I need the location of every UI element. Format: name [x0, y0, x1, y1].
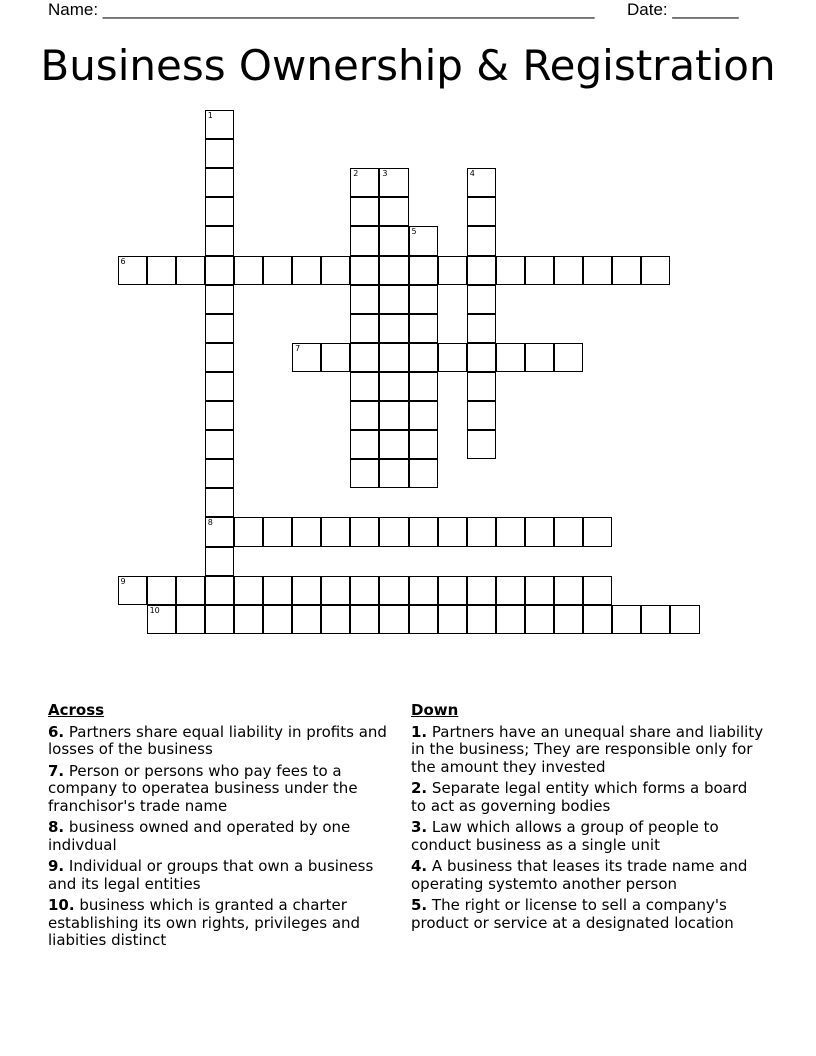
cell-number: 8 [207, 518, 213, 528]
clue-number: 8. [48, 818, 65, 836]
cell-number: 10 [149, 605, 160, 615]
grid-cell[interactable] [554, 256, 583, 285]
grid-cell[interactable] [292, 343, 321, 372]
grid-cell[interactable] [379, 430, 408, 459]
clue-across-7 [48, 763, 393, 816]
grid-cell[interactable] [350, 226, 379, 255]
grid-cell[interactable] [147, 256, 176, 285]
grid-cell[interactable] [467, 168, 496, 197]
grid-cell[interactable] [525, 256, 554, 285]
name-field-label: Name: ____________________________________________________ [48, 0, 595, 19]
grid-cell[interactable] [176, 576, 205, 605]
grid-cell[interactable] [467, 401, 496, 430]
grid-cell[interactable] [263, 517, 292, 546]
grid-cell[interactable] [205, 372, 234, 401]
clue-down-1 [411, 724, 766, 777]
grid-cell[interactable] [409, 314, 438, 343]
clue-text: Partners have an unequal share and liability in the business; They are responsible only for the amount they invested [411, 722, 764, 776]
clue-number: 6. [48, 722, 65, 741]
grid-cell[interactable] [409, 343, 438, 372]
grid-cell[interactable] [467, 517, 496, 546]
grid-cell[interactable] [379, 285, 408, 314]
clue-number: 9. [48, 857, 65, 875]
clue-text: Separate legal entity which forms a board to act as governing bodies [411, 779, 748, 815]
grid-cell[interactable] [641, 256, 670, 285]
grid-cell[interactable] [205, 226, 234, 255]
grid-cell[interactable] [379, 226, 408, 255]
grid-cell[interactable] [350, 197, 379, 226]
cell-number: 1 [207, 111, 213, 120]
clue-across-6 [48, 724, 393, 759]
grid-cell[interactable] [409, 256, 438, 285]
grid-cell[interactable] [670, 605, 699, 634]
grid-cell[interactable] [467, 430, 496, 459]
grid-cell[interactable] [379, 401, 408, 430]
grid-cell[interactable] [467, 256, 496, 285]
grid-cell[interactable] [467, 372, 496, 401]
grid-cell[interactable] [554, 605, 583, 634]
grid-cell[interactable] [147, 605, 176, 634]
grid-cell[interactable] [496, 605, 525, 634]
grid-cell[interactable] [409, 517, 438, 546]
grid-cell[interactable] [292, 517, 321, 546]
grid-cell[interactable] [234, 605, 263, 634]
grid-cell[interactable] [263, 256, 292, 285]
grid-cell[interactable] [350, 605, 379, 634]
grid-cell[interactable] [147, 576, 176, 605]
date-field-label: Date: _______ [627, 0, 739, 19]
grid-cell[interactable] [292, 576, 321, 605]
grid-cell[interactable] [205, 547, 234, 576]
clue-number: 4. [411, 857, 428, 875]
grid-cell[interactable] [496, 576, 525, 605]
grid-cell[interactable] [176, 605, 205, 634]
grid-cell[interactable] [205, 256, 234, 285]
clue-number: 5. [411, 896, 428, 914]
grid-cell[interactable] [467, 285, 496, 314]
grid-cell[interactable] [350, 168, 379, 197]
grid-cell[interactable] [205, 430, 234, 459]
grid-cell[interactable] [409, 430, 438, 459]
grid-cell[interactable] [438, 576, 467, 605]
clue-text: Partners share equal liability in profits and losses of the business [48, 722, 387, 758]
grid-cell[interactable] [525, 576, 554, 605]
grid-cell[interactable] [263, 576, 292, 605]
grid-cell[interactable] [438, 343, 467, 372]
grid-cell[interactable] [263, 605, 292, 634]
grid-cell[interactable] [467, 343, 496, 372]
grid-cell[interactable] [205, 110, 234, 139]
grid-cell[interactable] [350, 517, 379, 546]
grid-cell[interactable] [409, 226, 438, 255]
grid-cell[interactable] [583, 576, 612, 605]
grid-cell[interactable] [321, 605, 350, 634]
clue-text: Person or persons who pay fees to a company to operatea business under the franchisor's trade name [48, 761, 358, 815]
clue-down-3 [411, 819, 766, 854]
grid-cell[interactable] [205, 139, 234, 168]
grid-cell[interactable] [583, 605, 612, 634]
grid-cell[interactable] [379, 459, 408, 488]
grid-cell[interactable] [496, 517, 525, 546]
clue-text: business owned and operated by one indivdual [48, 818, 351, 854]
grid-cell[interactable] [496, 343, 525, 372]
grid-cell[interactable] [496, 256, 525, 285]
grid-cell[interactable] [205, 197, 234, 226]
grid-cell[interactable] [205, 168, 234, 197]
grid-cell[interactable] [292, 256, 321, 285]
grid-cell[interactable] [467, 226, 496, 255]
grid-cell[interactable] [467, 605, 496, 634]
grid-cell[interactable] [641, 605, 670, 634]
grid-cell[interactable] [205, 576, 234, 605]
grid-cell[interactable] [205, 517, 234, 546]
grid-cell[interactable] [292, 605, 321, 634]
across-heading: Across [48, 701, 105, 719]
grid-cell[interactable] [350, 459, 379, 488]
cell-number: 9 [120, 576, 126, 586]
grid-cell[interactable] [176, 256, 205, 285]
page-title: Business Ownership & Registration [40, 41, 776, 90]
grid-cell[interactable] [205, 605, 234, 634]
grid-cell[interactable] [409, 401, 438, 430]
grid-cell[interactable] [205, 401, 234, 430]
grid-cell[interactable] [554, 517, 583, 546]
grid-cell[interactable] [583, 256, 612, 285]
clue-text: Individual or groups that own a business and its legal entities [48, 857, 374, 893]
grid-cell[interactable] [612, 605, 641, 634]
grid-cell[interactable] [205, 488, 234, 517]
grid-cell[interactable] [321, 256, 350, 285]
down-clues [411, 702, 766, 936]
grid-cell[interactable] [350, 314, 379, 343]
grid-cell[interactable] [379, 314, 408, 343]
clue-text: A business that leases its trade name and operating systemto another person [411, 857, 748, 893]
grid-cell[interactable] [409, 605, 438, 634]
grid-cell[interactable] [350, 401, 379, 430]
grid-cell[interactable] [234, 517, 263, 546]
grid-cell[interactable] [205, 343, 234, 372]
grid-cell[interactable] [409, 459, 438, 488]
grid-cell[interactable] [612, 256, 641, 285]
cell-number: 2 [353, 169, 359, 179]
cell-number: 6 [120, 256, 126, 266]
grid-cell[interactable] [118, 256, 147, 285]
grid-cell[interactable] [234, 576, 263, 605]
grid-cell[interactable] [467, 576, 496, 605]
clue-number: 2. [411, 779, 428, 797]
grid-cell[interactable] [350, 343, 379, 372]
grid-cell[interactable] [379, 576, 408, 605]
grid-cell[interactable] [438, 256, 467, 285]
grid-cell[interactable] [525, 517, 554, 546]
cell-number: 7 [295, 343, 301, 353]
grid-cell[interactable] [321, 517, 350, 546]
grid-cell[interactable] [467, 197, 496, 226]
grid-cell[interactable] [554, 343, 583, 372]
cell-number: 3 [382, 169, 388, 179]
clue-across-9 [48, 858, 393, 893]
grid-cell[interactable] [118, 576, 147, 605]
cell-number: 4 [469, 169, 475, 179]
clue-number: 1. [411, 722, 428, 741]
grid-cell[interactable] [350, 430, 379, 459]
grid-cell[interactable] [525, 605, 554, 634]
grid-cell[interactable] [409, 285, 438, 314]
grid-cell[interactable] [321, 343, 350, 372]
clue-number: 3. [411, 818, 428, 836]
grid-cell[interactable] [379, 256, 408, 285]
grid-cell[interactable] [379, 168, 408, 197]
grid-cell[interactable] [379, 343, 408, 372]
grid-cell[interactable] [205, 314, 234, 343]
grid-cell[interactable] [379, 605, 408, 634]
down-heading: Down [411, 701, 459, 719]
grid-cell[interactable] [350, 576, 379, 605]
cell-number: 5 [411, 227, 417, 237]
grid-cell[interactable] [234, 256, 263, 285]
across-clues [48, 702, 393, 954]
clue-across-10 [48, 897, 393, 950]
grid-cell[interactable] [379, 372, 408, 401]
grid-cell[interactable] [438, 605, 467, 634]
grid-cell[interactable] [350, 372, 379, 401]
grid-cell[interactable] [350, 256, 379, 285]
grid-cell[interactable] [525, 343, 554, 372]
clue-down-5 [411, 897, 766, 932]
grid-cell[interactable] [379, 197, 408, 226]
grid-cell[interactable] [438, 517, 467, 546]
grid-cell[interactable] [321, 576, 350, 605]
clue-text: Law which allows a group of people to conduct business as a single unit [411, 818, 719, 854]
grid-cell[interactable] [554, 576, 583, 605]
grid-cell[interactable] [205, 459, 234, 488]
grid-cell[interactable] [205, 285, 234, 314]
grid-cell[interactable] [409, 576, 438, 605]
clue-down-4 [411, 858, 766, 893]
clue-text: The right or license to sell a company's product or service at a designated location [411, 896, 734, 932]
grid-cell[interactable] [583, 517, 612, 546]
clue-text: business which is granted a charter establishing its own rights, privileges and liabities distinct [48, 896, 361, 949]
grid-cell[interactable] [409, 372, 438, 401]
grid-cell[interactable] [379, 517, 408, 546]
grid-cell[interactable] [467, 314, 496, 343]
clue-down-2 [411, 780, 766, 815]
clue-number: 7. [48, 761, 65, 780]
grid-cell[interactable] [350, 285, 379, 314]
clue-number: 10. [48, 896, 75, 914]
clue-across-8 [48, 819, 393, 854]
